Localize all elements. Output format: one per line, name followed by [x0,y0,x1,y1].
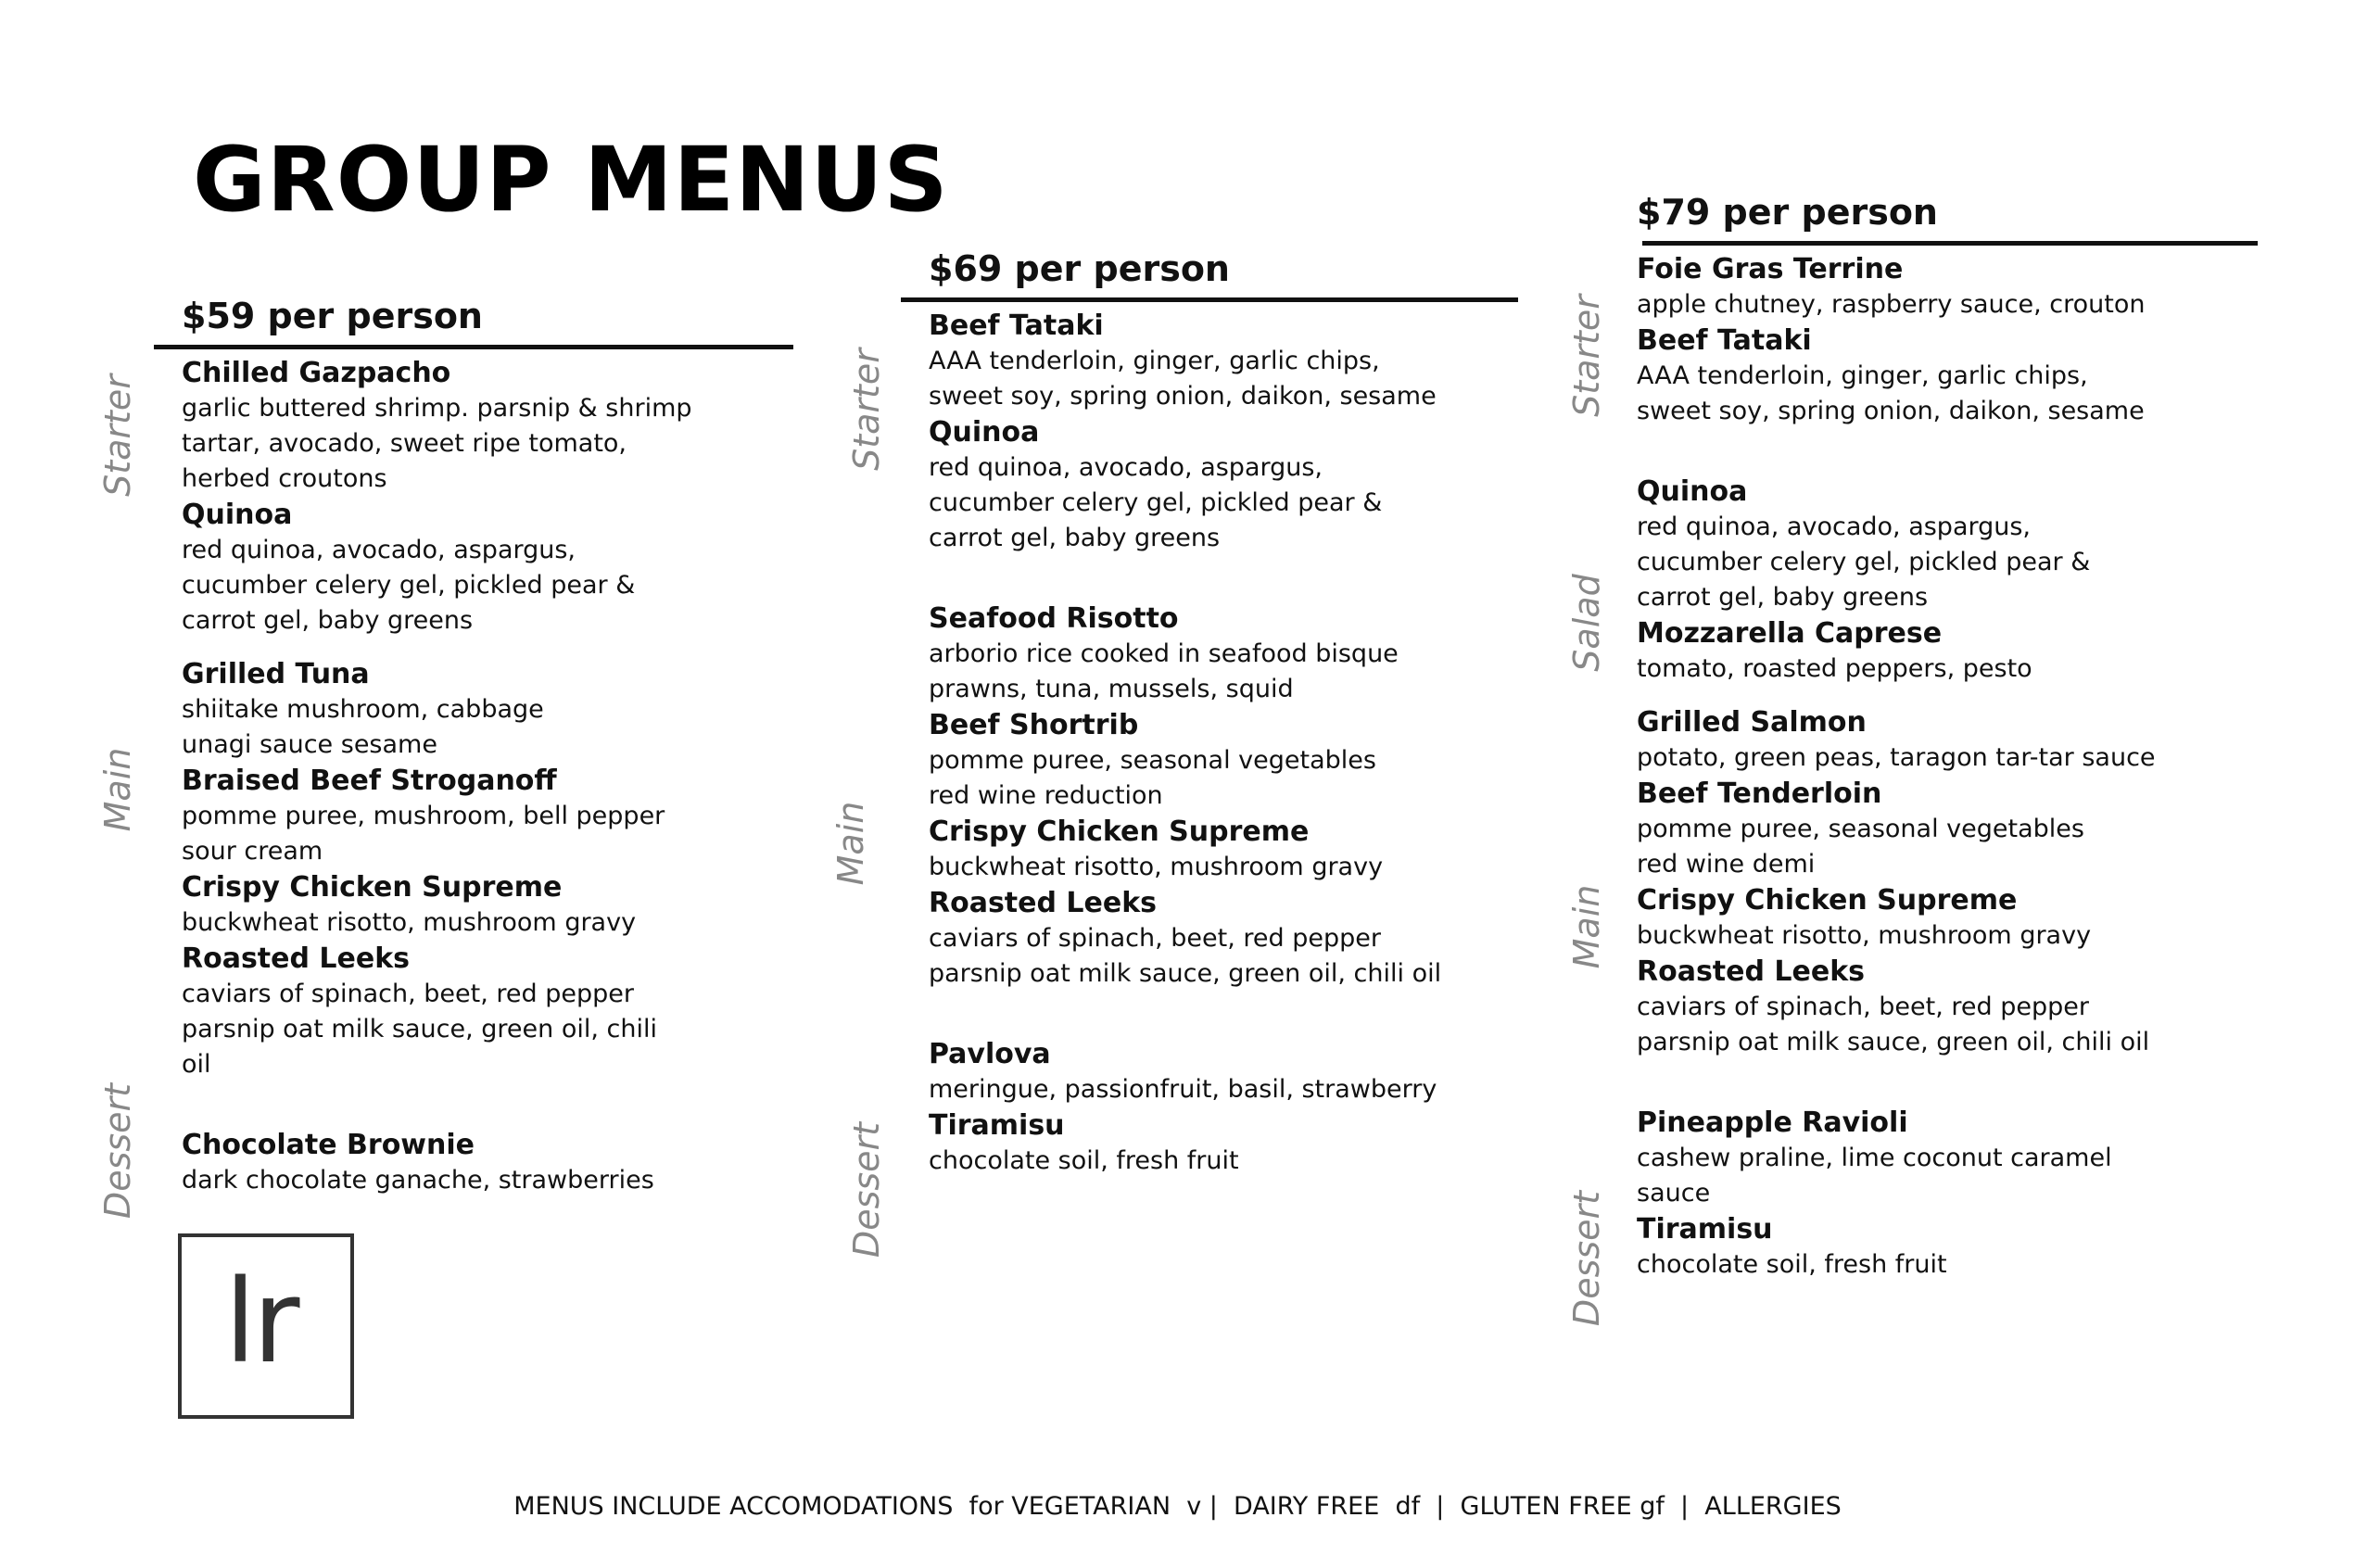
item-name: Tiramisu [929,1109,1065,1142]
footer-accommodations: MENUS INCLUDE ACCOMODATIONS for VEGETARIAN v | DAIRY FREE df | GLUTEN FREE gf | ALLERGIES [513,1492,1842,1521]
section-label-main: Main [830,801,871,886]
item-desc: AAA tenderloin, ginger, garlic chips, sweet soy, spring onion, daikon, sesame [929,347,1437,411]
item-name: Seafood Risotto [929,602,1179,635]
item-desc: pomme puree, seasonal vegetables red wine demi [1637,815,2084,879]
item-name: Beef Shortrib [929,709,1139,741]
item-desc: pomme puree, seasonal vegetables red wine reduction [929,746,1376,810]
item-desc: caviars of spinach, beet, red pepper parsnip oat milk sauce, green oil, chili oil [182,980,657,1079]
item-desc: buckwheat risotto, mushroom gravy [929,853,1384,881]
item-desc: chocolate soil, fresh fruit [929,1146,1239,1175]
item-name: Roasted Leeks [929,887,1158,919]
section-label-main: Main [1566,884,1607,969]
item-desc: shiitake mushroom, cabbage unagi sauce sesame [182,695,544,759]
item-desc: AAA tenderloin, ginger, garlic chips, sweet soy, spring onion, daikon, sesame [1637,361,2145,425]
item-desc: garlic buttered shrimp. parsnip & shrimp tartar, avocado, sweet ripe tomato, herbed croutons [182,394,692,493]
section-label-dessert: Dessert [846,1121,887,1258]
item-desc: caviars of spinach, beet, red pepper parsnip oat milk sauce, green oil, chili oil [929,924,1442,988]
item-name: Foie Gras Terrine [1637,253,1904,285]
menu-79-price: $79 per person [1637,192,1938,233]
item-desc: red quinoa, avocado, aspargus, cucumber celery gel, pickled pear & carrot gel, baby greens [1637,512,2091,612]
item-name: Roasted Leeks [182,942,411,975]
item-name: Beef Tenderloin [1637,778,1882,810]
item-desc: tomato, roasted peppers, pesto [1637,654,2032,683]
section-label-salad: Salad [1566,574,1607,672]
menu-69-price: $69 per person [929,248,1230,289]
item-desc: dark chocolate ganache, strawberries [182,1166,654,1195]
item-desc: chocolate soil, fresh fruit [1637,1250,1947,1279]
item-name: Quinoa [929,416,1040,449]
item-name: Braised Beef Stroganoff [182,765,557,797]
logo [178,1233,354,1419]
page-title: GROUP MENUS [193,128,949,232]
logo-monogram: lr [224,1256,297,1389]
item-name: Grilled Salmon [1637,706,1867,739]
item-desc: arborio rice cooked in seafood bisque prawns, tuna, mussels, squid [929,639,1399,703]
menu-59-items [154,355,793,1198]
menu-59-column [154,293,793,1198]
section-label-main: Main [97,747,138,832]
menu-59-divider [154,345,793,349]
item-name: Roasted Leeks [1637,955,1866,988]
item-desc: buckwheat risotto, mushroom gravy [1637,921,2092,950]
section-label-dessert: Dessert [1566,1190,1607,1327]
item-desc: caviars of spinach, beet, red pepper parsnip oat milk sauce, green oil, chili oil [1637,993,2150,1056]
item-desc: apple chutney, raspberry sauce, crouton [1637,290,2146,319]
menu-69-divider [901,297,1518,302]
section-label-starter: Starter [1566,295,1607,417]
menu-79-column [1609,189,2258,1283]
menu-59-price: $59 per person [182,296,483,336]
item-desc: buckwheat risotto, mushroom gravy [182,908,637,937]
section-label-dessert: Dessert [97,1082,138,1220]
item-desc: meringue, passionfruit, basil, strawberry [929,1075,1437,1104]
item-desc: red quinoa, avocado, aspargus, cucumber celery gel, pickled pear & carrot gel, baby greens [929,453,1383,552]
item-desc: red quinoa, avocado, aspargus, cucumber celery gel, pickled pear & carrot gel, baby greens [182,536,636,635]
item-name: Tiramisu [1637,1213,1773,1246]
item-name: Grilled Tuna [182,658,370,690]
menu-69-items [901,308,1518,1179]
item-desc: potato, green peas, taragon tar-tar sauce [1637,743,2156,772]
item-name: Pavlova [929,1038,1051,1070]
item-name: Chilled Gazpacho [182,357,451,389]
item-name: Quinoa [182,499,293,531]
section-label-starter: Starter [846,348,887,471]
item-desc: pomme puree, mushroom, bell pepper sour cream [182,802,665,866]
section-label-starter: Starter [97,374,138,497]
item-name: Chocolate Brownie [182,1129,475,1161]
item-name: Quinoa [1637,475,1748,508]
item-name: Beef Tataki [929,310,1104,342]
item-name: Crispy Chicken Supreme [929,816,1310,848]
item-name: Beef Tataki [1637,324,1812,357]
menu-79-items [1609,251,2258,1283]
item-desc: cashew praline, lime coconut caramel sauce [1637,1144,2112,1208]
item-name: Crispy Chicken Supreme [182,871,563,904]
menu-79-divider [1642,241,2258,246]
item-name: Crispy Chicken Supreme [1637,884,2018,917]
item-name: Pineapple Ravioli [1637,1106,1908,1139]
item-name: Mozzarella Caprese [1637,617,1943,650]
menu-69-column [901,246,1518,1179]
